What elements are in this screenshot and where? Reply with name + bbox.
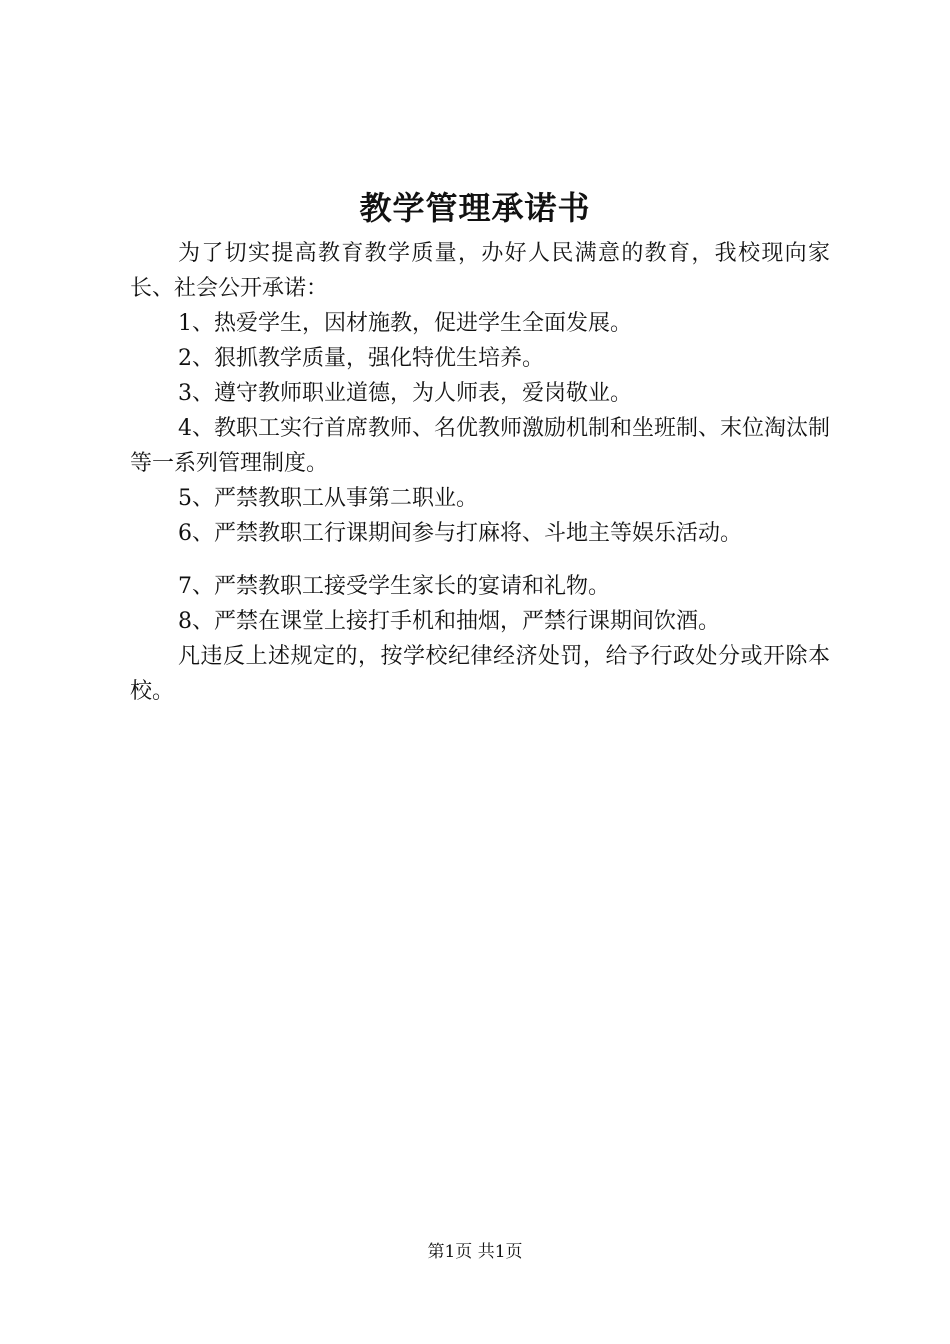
commitment-item-1: 1、热爱学生，因材施教，促进学生全面发展。 [178,311,632,336]
commitment-item-7: 7、严禁教职工接受学生家长的宴请和礼物。 [178,574,610,599]
document-title: 教学管理承诺书 [359,189,591,227]
commitment-item-3: 3、遵守教师职业道德，为人师表，爱岗敬业。 [178,381,632,406]
closing-paragraph: 凡违反上述规定的，按学校纪律经济处罚，给予行政处分或开除本校。 [130,644,830,704]
commitment-item-6: 6、严禁教职工行课期间参与打麻将、斗地主等娱乐活动。 [178,521,742,546]
commitment-item-5: 5、严禁教职工从事第二职业。 [178,486,478,511]
commitment-item-4: 4、教职工实行首席教师、名优教师激励机制和坐班制、末位淘汰制等一系列管理制度。 [130,416,830,476]
commitment-item-8: 8、严禁在课堂上接打手机和抽烟，严禁行课期间饮酒。 [178,609,720,634]
page-number-footer: 第1页 共1页 [427,1242,523,1262]
intro-paragraph: 为了切实提高教育教学质量，办好人民满意的教育，我校现向家长、社会公开承诺： [130,241,830,301]
document-body [130,236,830,709]
commitment-item-2: 2、狠抓教学质量，强化特优生培养。 [178,346,544,371]
